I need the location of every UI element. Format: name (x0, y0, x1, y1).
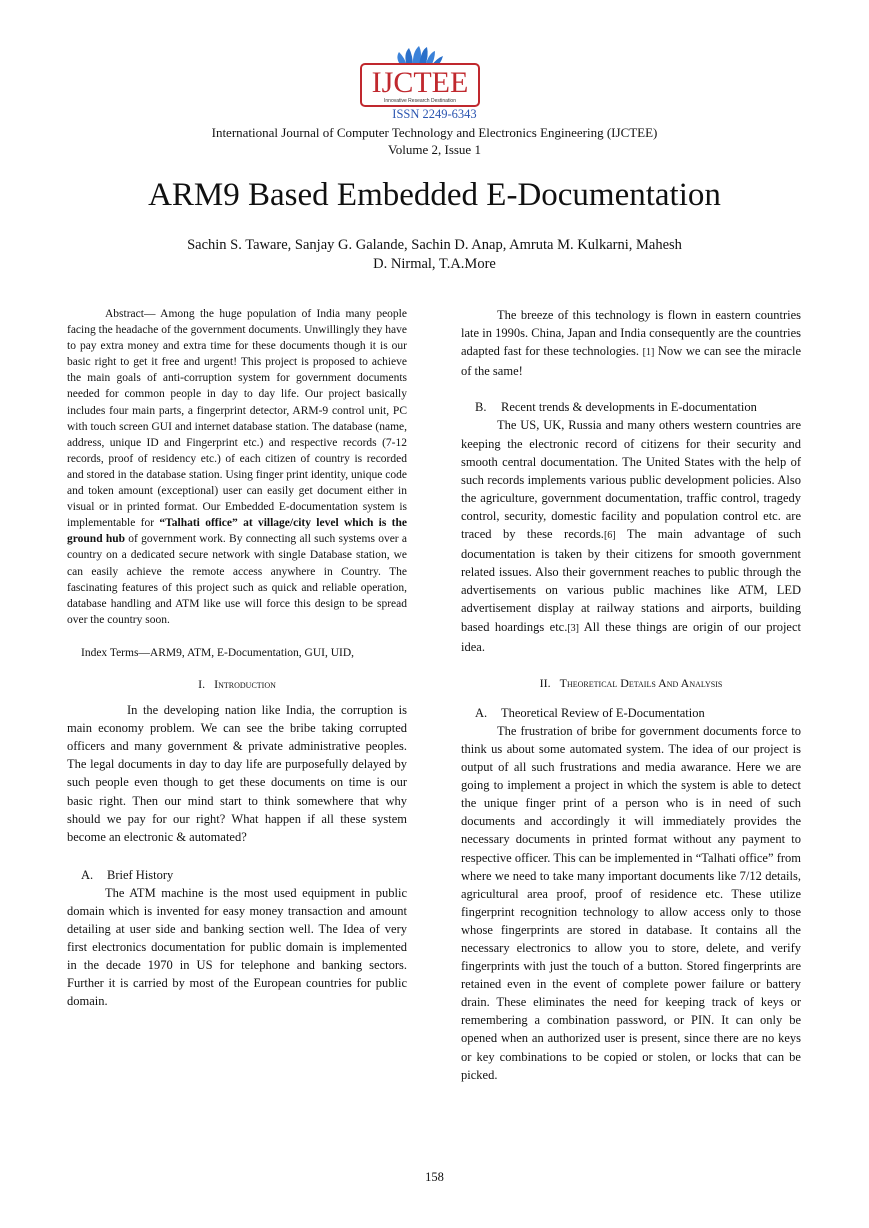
section-number: I. (198, 676, 206, 691)
subsection-label: A. (81, 867, 94, 882)
section-heading-theoretical (461, 674, 801, 692)
author-list (130, 236, 739, 274)
subsection-title: Theoretical Review of E-Documentation (501, 705, 705, 720)
issn-number: ISSN 2249-6343 (392, 107, 477, 121)
logo-tagline: Innovative Research Destination (384, 98, 456, 104)
section-title: Introduction (214, 676, 276, 691)
authors-line-2: D. Nirmal, T.A.More (373, 256, 496, 272)
authors-line-1: Sachin S. Taware, Sanjay G. Galande, Sachin D. Anap, Amruta M. Kulkarni, Mahesh (187, 237, 682, 253)
volume-issue: Volume 2, Issue 1 (388, 142, 481, 157)
abstract-bold-text: “Talhati office” at village/city level which is the ground hub (67, 517, 407, 546)
abstract (67, 306, 407, 628)
subsection-heading-brief-history (67, 866, 407, 884)
subsection-label: A. (475, 705, 488, 720)
history-paragraph: The ATM machine is the most used equipment in public domain which is invented for easy money transaction and amount detailing at user side and banking section well. The Idea of very first electronics documentation for public domain is implemented in the decade 1970 in US for telephone and banking sectors. Further it is carried by most of the European countries for public domain. (67, 885, 407, 1009)
logo-text: IJCTEE (371, 66, 469, 99)
subsection-title: Brief History (107, 867, 174, 882)
index-terms: Index Terms—ARM9, ATM, E-Documentation, GUI, UID, (81, 646, 355, 659)
trends-paragraph (461, 416, 801, 655)
breeze-paragraph (461, 306, 801, 380)
right-column (461, 306, 801, 1084)
trends-text-3: All these things are origin of our project idea. (461, 619, 801, 654)
review-paragraph: The frustration of bribe for government documents force to think us about some automated system. The idea of our project is output of all such frustrations and media awarance. Here we are going to implement a project in which the system is able to detect the unique finger print of a person who is in need of such documents and accordingly it will immediately provides the necessary documents in printed format without any payment to respective officer. This can be implemented in “Talhati office” from where we need to take many important documents like 7/12 details, agricultural area proof, proof of residence etc. These utilize fingerprint recognition technology to allow access only to those whose fingerprints are stored in database. It contains all the necessary electronics to allow you to store, delete, and verify fingerprints with just the touch of a button. Stored fingerprints are retained even in the event of complete power failure or battery drain. These eliminates the need for keeping track of keys or remembering a combination password, or PIN. It can only be opened when an authorized user is present, since there are no keys or key combinations to be copied or stolen, or locks that can be picked. (461, 723, 801, 1082)
left-column (67, 306, 407, 1011)
paper-title: ARM9 Based Embedded E-Documentation (148, 177, 721, 213)
citation-ref: [1] (642, 347, 655, 359)
journal-logo (359, 44, 481, 108)
citation-ref: [3] (567, 622, 580, 634)
intro-paragraph: In the developing nation like India, the corruption is main economy problem. We can see the bribe taking corrupted officers and many government & private administrative peoples. The legal documents in day to day life are purposefully delayed by such people even though to get these documents on time is our basic right. Then our mind start to think somewhere that why should we pay for our right? What happen if all these system become an electronic & automated? (67, 703, 407, 844)
subsection-heading-theoretical-review (461, 704, 801, 722)
subsection-label: B. (475, 400, 487, 415)
citation-ref: [6] (603, 530, 616, 542)
abstract-text-1: Abstract— Among the huge population of India many people facing the headache of the government documents. Unwillingly they have to pay extra money and extra time for these documents though it is our basic right to get it free and urgent! This project is proposed to achieve the main goals of anti-corruption system for government documents needed for common people in day to day life. Our project basically includes four main parts, a fingerprint detector, ARM-9 control unit, PC with touch screen GUI and internet database station. The database (name, address, unique ID and Fingerprint etc.) and respective records (7-12 records, proof of residency etc.) of each citizen of country is recorded and stored in the database station. Using finger print identity, unique code and token amount (exceptional) user can easily get document either in visual or in printed format. Our Embedded E-documentation system is implementable for (67, 308, 407, 530)
section-title: Theoretical Details And Analysis (559, 675, 723, 690)
trends-text-1: The US, UK, Russia and many others western countries are keeping the electronic record of citizens for their security and smooth central documentation. The United States with the help of such records implements various public development policies. Also the agriculture, government documentation, traffic control, tragedy control, security, domestic facility and population control etc. are traced by these records. (461, 418, 801, 542)
journal-name: International Journal of Computer Technology and Electronics Engineering (IJCTEE) (211, 125, 658, 140)
subsection-heading-recent-trends (461, 398, 801, 416)
breeze-tail: Now we can see the miracle of the same! (461, 344, 801, 379)
page-number: 158 (425, 1170, 444, 1184)
breeze-text: The breeze of this technology is flown in eastern countries late in 1990s. China, Japan and India consequently are the countries adapted fast for these technologies. (461, 308, 801, 359)
journal-header (0, 124, 869, 158)
section-number: II. (539, 675, 551, 690)
section-heading-introduction (67, 675, 407, 693)
abstract-text-2: of government work. By connecting all such systems over a country on a dedicated secure network with single Database station, we can easily achieve the remote access anywhere in Country. The fascinating features of this project such as quick and reliable operation, database handling and ATM like use will force this design to be spread over the country soon. (67, 533, 407, 626)
trends-text-2: The main advantage of such documentation is taken by their citizens for smooth government related issues. Also their government reaches to public through the advertisements on various public machines like ATM, LED advertisement display at railway stations and airports, building based hoardings etc. (461, 527, 801, 634)
subsection-title: Recent trends & developments in E-documentation (501, 400, 757, 415)
